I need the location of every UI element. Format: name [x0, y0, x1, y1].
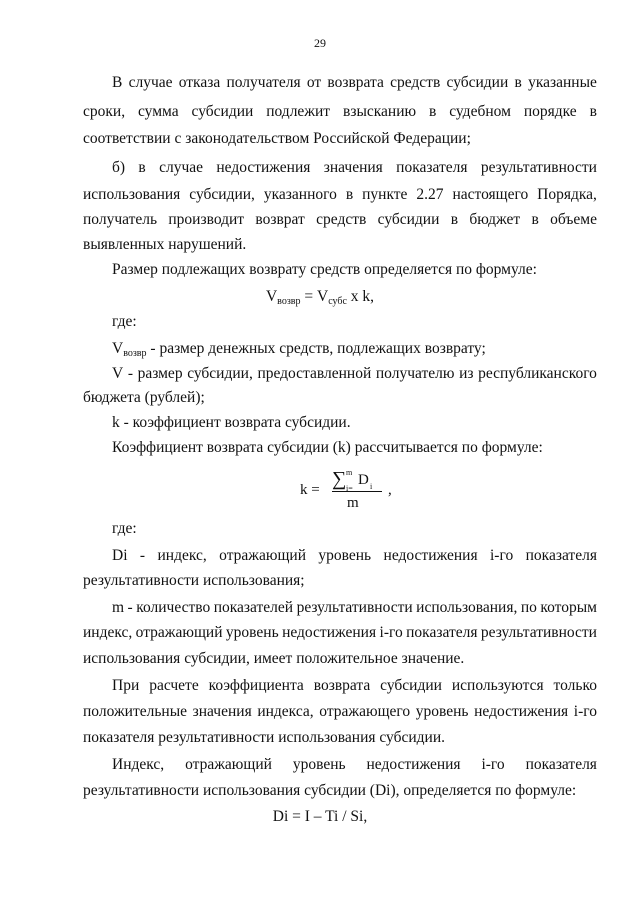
word: возврата — [327, 74, 384, 91]
word: Индекс, — [112, 756, 165, 773]
word: размер — [137, 365, 183, 382]
word: i-го — [490, 547, 514, 564]
text-line — [0, 677, 640, 695]
word: субсидии, — [187, 365, 253, 382]
word: получателю — [375, 365, 455, 382]
word: настоящего — [452, 186, 529, 203]
word: индекса, — [257, 703, 314, 720]
text-line: k - коэффициент возврата субсидии. — [112, 414, 351, 431]
word: показателя — [525, 756, 597, 773]
text-line — [0, 756, 640, 774]
text-line: бюджета (рублей); — [83, 389, 205, 406]
word: случае — [128, 74, 173, 91]
word: указанные — [528, 74, 597, 91]
word: При — [112, 677, 140, 694]
word: судебном — [449, 103, 511, 120]
word: по — [520, 599, 537, 616]
word: указанного — [263, 186, 337, 203]
formula-di: Di = I – Ti / Si, — [272, 808, 368, 825]
text-line: где: — [112, 313, 137, 330]
text-line: результативности использования субсидии (Di), определяется по формуле: — [83, 782, 577, 799]
text-line — [0, 547, 640, 565]
word: результативности — [296, 599, 413, 616]
word: расчете — [149, 677, 199, 694]
word: подлежит — [266, 103, 331, 120]
word: в — [450, 211, 459, 228]
text-line — [0, 599, 640, 617]
word: в — [138, 159, 146, 176]
word: в — [589, 103, 597, 120]
formula-coefficient: k = ∑ m i= D i m , — [300, 468, 392, 511]
text-line — [0, 624, 640, 642]
word: уровень — [415, 703, 469, 720]
text-line — [0, 103, 640, 121]
word: которым — [540, 599, 597, 616]
text-line: соответствии с законодательством Российской Федерации; — [83, 130, 471, 147]
word: уровень — [318, 547, 372, 564]
word: возврат — [255, 211, 305, 228]
text-line — [0, 211, 640, 229]
word: значения — [323, 159, 383, 176]
text-line: использования субсидии, имеет положительное значение. — [83, 650, 465, 667]
word: из — [459, 365, 474, 382]
word: от — [306, 74, 322, 91]
text-line: Размер подлежащих возврату средств определяется по формуле: — [112, 261, 537, 278]
word: случае — [159, 159, 203, 176]
word: недостижения — [282, 624, 377, 641]
text-line: выявленных нарушений. — [83, 236, 247, 253]
text-line: показателя результативности использования субсидии. — [83, 729, 446, 746]
word: взысканию — [343, 103, 417, 120]
word: индекс, — [157, 547, 207, 564]
word: - — [127, 365, 133, 382]
word: отражающий — [185, 756, 272, 773]
word: средств — [316, 211, 367, 228]
fraction-bar — [332, 491, 382, 492]
text-line — [0, 186, 640, 204]
word: недостижения — [216, 159, 311, 176]
word: субсидии — [446, 74, 509, 91]
word: б) — [112, 159, 126, 176]
page-number: 29 — [314, 36, 326, 50]
word: получателя — [226, 74, 301, 91]
word: пункте — [362, 186, 408, 203]
word: i-го — [379, 624, 403, 641]
word: - — [127, 599, 133, 616]
word: уровень — [292, 756, 346, 773]
word: субсидии — [191, 103, 254, 120]
word: возврата — [313, 677, 371, 694]
word: отражающий — [219, 547, 306, 564]
word: отказа — [178, 74, 221, 91]
word: показателей — [213, 599, 294, 616]
word: объеме — [550, 211, 597, 228]
word: средств — [390, 74, 441, 91]
word: субсидии, — [189, 186, 255, 203]
word: в — [514, 74, 522, 91]
word: результативности — [480, 159, 597, 176]
word: индекс, — [83, 624, 133, 641]
text-line — [0, 703, 640, 721]
word: получатель — [83, 211, 158, 228]
word: i-го — [573, 703, 597, 720]
word: субсидии — [380, 677, 442, 694]
text-line-vvozvr: $V_{возвр}$ - размер денежных средств, подлежащих возврату; — [112, 340, 486, 359]
word: Di — [112, 547, 128, 564]
word: использования, — [416, 599, 518, 616]
word: недостижения — [383, 547, 478, 564]
word: В — [112, 74, 123, 91]
word: m — [112, 599, 125, 616]
word: показателя — [396, 159, 468, 176]
word: количество — [136, 599, 211, 616]
word: в — [429, 103, 437, 120]
word: положительные — [83, 703, 187, 720]
word: уровень — [225, 624, 279, 641]
word: i-го — [481, 756, 505, 773]
word: V — [112, 365, 124, 382]
word: производит — [168, 211, 245, 228]
word: показателя — [525, 547, 597, 564]
word: отражающий — [135, 624, 223, 641]
word: результативности — [480, 624, 597, 641]
word: показателя — [406, 624, 478, 641]
text-line — [0, 365, 640, 383]
word: порядке — [523, 103, 577, 120]
word: в — [345, 186, 354, 203]
formula-v-return: $V_{возвр} = V_{субс}$ x k, — [265, 288, 375, 307]
word: субсидии — [377, 211, 440, 228]
word: бюджет — [469, 211, 521, 228]
text-line — [0, 74, 640, 92]
text-line — [0, 159, 640, 177]
word: республиканского — [478, 365, 597, 382]
word: недостижения — [474, 703, 569, 720]
text-line: где: — [112, 520, 137, 537]
word: отражающего — [319, 703, 411, 720]
word: сумма — [138, 103, 179, 120]
word: Порядка, — [537, 186, 597, 203]
word: - — [139, 547, 146, 564]
word: 2.27 — [416, 186, 444, 203]
text-line: Коэффициент возврата субсидии (k) рассчитывается по формуле: — [112, 439, 543, 456]
text-line: результативности использования; — [83, 572, 305, 589]
word: коэффициента — [208, 677, 304, 694]
word: в — [531, 211, 539, 228]
word: использования — [83, 186, 181, 203]
word: значения — [192, 703, 252, 720]
word: недостижения — [366, 756, 461, 773]
word: только — [553, 677, 597, 694]
word: используются — [451, 677, 544, 694]
word: предоставленной — [257, 365, 372, 382]
word: сроки, — [83, 103, 126, 120]
